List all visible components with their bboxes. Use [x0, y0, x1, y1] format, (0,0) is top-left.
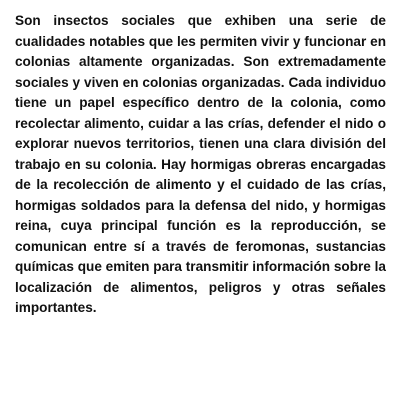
body-paragraph: Son insectos sociales que exhiben una serie de cualidades notables que les permiten vivir y funcionar en colonias altamente organizadas. Son extremadamente sociales y viven en colonias organizadas. Cada individuo tiene un papel específico dentro de la colonia, como recolectar alimento, cuidar a las crías, defender el nido o explorar nuevos territorios, tienen una clara división del trabajo en su colonia. Hay hormigas obreras encargadas de la recolección de alimento y el cuidado de las crías, hormigas soldados para la defensa del nido, y hormigas reina, cuya principal función es la reproducción, se comunican entre sí a través de feromonas, sustancias químicas que emiten para transmitir información sobre la localización de alimentos, peligros y otras señales importantes.: [15, 13, 386, 315]
